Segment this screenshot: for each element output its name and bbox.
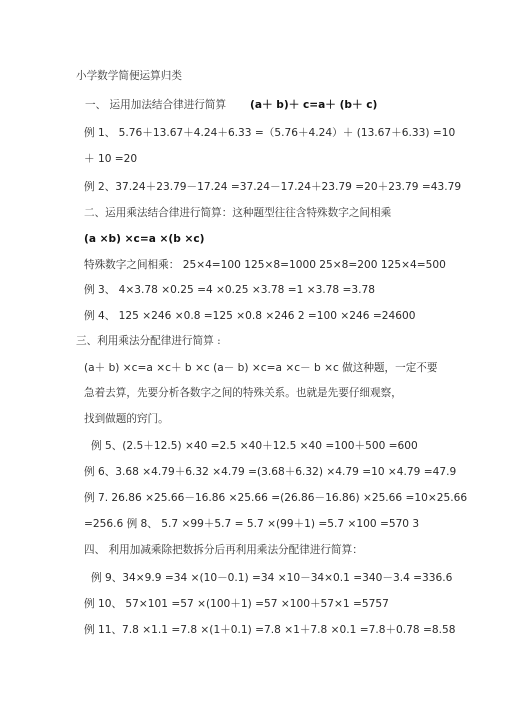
example-11: 例 11、7.8 ×1.1 =7.8 ×(1＋0.1) =7.8 ×1＋7.8 ×0.1 =7.8＋0.78 =8.58 (84, 624, 456, 636)
example-1-line-2: ＋ 10 =20 (84, 153, 138, 165)
section-1-heading: 一、 运用加法结合律进行简算 (85, 99, 227, 111)
example-4: 例 4、 125 ×246 ×0.8 =125 ×0.8 ×246 2 =100 ×246 =24600 (84, 310, 416, 322)
example-6: 例 6、3.68 ×4.79＋6.32 ×4.79 =(3.68＋6.32) ×4.79 =10 ×4.79 =47.9 (84, 466, 457, 478)
example-9: 例 9、34×9.9 =34 ×(10－0.1) =34 ×10－34×0.1 =340－3.4 =336.6 (91, 572, 453, 584)
doc-title: 小学数学简便运算归类 (76, 70, 182, 82)
example-5: 例 5、(2.5＋12.5) ×40 =2.5 ×40＋12.5 ×40 =100＋500 =600 (91, 440, 418, 452)
example-3: 例 3、 4×3.78 ×0.25 =4 ×0.25 ×3.78 =1 ×3.78 =3.78 (84, 284, 375, 296)
example-2: 例 2、37.24＋23.79－17.24 =37.24－17.24＋23.79 =20＋23.79 =43.79 (84, 181, 462, 193)
example-10: 例 10、 57×101 =57 ×(100＋1) =57 ×100＋57×1 =5757 (84, 598, 389, 610)
note-line-1: 急着去算，先要分析各数字之间的特殊关系。也就是先要仔细观察， (84, 387, 402, 399)
distributive-law: (a＋ b) ×c=a ×c＋ b ×c (a－ b) ×c=a ×c－ b ×c 做这种题，一定不要 (84, 362, 438, 374)
example-1-line-1: 例 1、 5.76＋13.67＋4.24＋6.33 =（5.76＋4.24）＋ (13.67＋6.33) =10 (84, 127, 456, 139)
note-line-2: 找到做题的窍门。 (84, 413, 169, 425)
example-7-line-1: 例 7. 26.86 ×25.66－16.86 ×25.66 =(26.86－16.86) ×25.66 =10×25.66 (84, 492, 468, 504)
section-1-formula: (a＋ b)＋ c=a＋ (b＋ c) (250, 99, 378, 111)
section-2-heading: 二、运用乘法结合律进行简算：这种题型往往含特殊数字之间相乘 (84, 207, 392, 219)
example-7-8-line: =256.6 例 8、 5.7 ×99＋5.7 = 5.7 ×(99＋1) =5.7 ×100 =570 3 (84, 518, 420, 530)
section-2-formula: (a ×b) ×c=a ×(b ×c) (84, 233, 205, 245)
section-3-heading: 三、利用乘法分配律进行简算 : (76, 335, 221, 347)
section-4-heading: 四、 利用加减乘除把数拆分后再利用乘法分配律进行简算： (84, 544, 363, 556)
special-products: 特殊数字之间相乘： 25×4=100 125×8=1000 25×8=200 125×4=500 (84, 259, 446, 271)
